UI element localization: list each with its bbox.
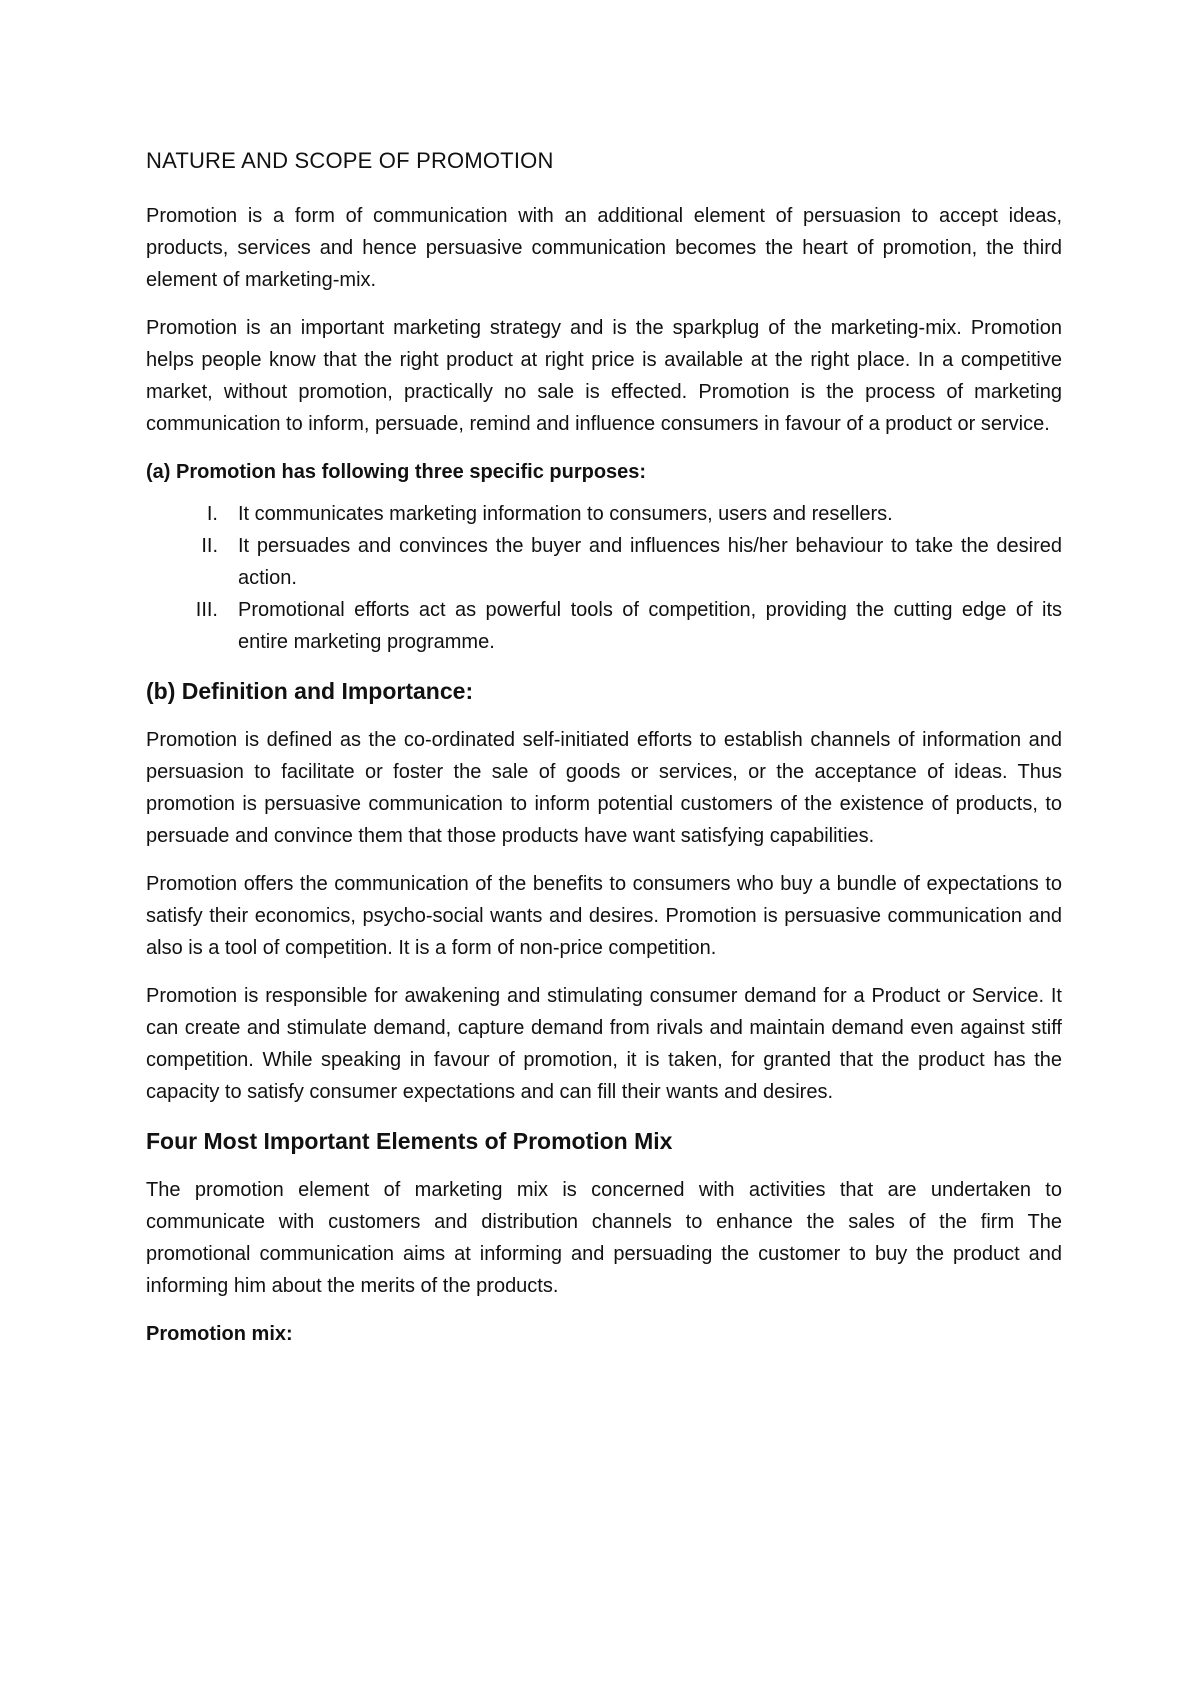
list-item <box>146 498 1062 530</box>
definition-paragraph-1: Promotion is defined as the co-ordinated self-initiated efforts to establish channels of information and persuasion to facilitate or foster the sale of goods or services, or the acceptance of ideas. Thus promotion is persuasive communication to inform potential customers of the existence of products, to persuade and convince them that those products have want satisfying capabilities. <box>146 729 1062 847</box>
list-item-number: II. <box>201 535 218 557</box>
elements-paragraph: The promotion element of marketing mix is concerned with activities that are undertaken to communicate with customers and distribution channels to enhance the sales of the firm The promotional communication aims at informing and persuading the customer to buy the product and informing him about the merits of the products. <box>146 1179 1062 1297</box>
purposes-list <box>146 498 1062 658</box>
document-title: NATURE AND SCOPE OF PROMOTION <box>146 148 554 173</box>
list-item-number: III. <box>195 599 218 621</box>
list-item <box>146 530 1062 594</box>
intro-paragraph-2: Promotion is an important marketing strategy and is the sparkplug of the marketing-mix. Promotion helps people know that the right product at right price is available at the right place. In a competitive market, without promotion, practically no sale is effected. Promotion is the process of marketing communication to inform, persuade, remind and influence consumers in favour of a product or service. <box>146 317 1062 435</box>
purposes-heading: (a) Promotion has following three specific purposes: <box>146 461 647 483</box>
list-item-number: I. <box>206 503 218 525</box>
elements-heading: Four Most Important Elements of Promotion Mix <box>146 1128 673 1154</box>
definition-paragraph-2: Promotion offers the communication of the benefits to consumers who buy a bundle of expectations to satisfy their economics, psycho-social wants and desires. Promotion is persuasive communication and also is a tool of competition. It is a form of non-price competition. <box>146 873 1062 959</box>
definition-paragraph-3: Promotion is responsible for awakening and stimulating consumer demand for a Product or Service. It can create and stimulate demand, capture demand from rivals and maintain demand even against stiff competition. While speaking in favour of promotion, it is taken, for granted that the product has the capacity to satisfy consumer expectations and can fill their wants and desires. <box>146 985 1062 1103</box>
list-item <box>146 594 1062 658</box>
promotion-mix-label: Promotion mix: <box>146 1323 293 1345</box>
document-page <box>146 146 1062 1360</box>
intro-paragraph-1: Promotion is a form of communication with an additional element of persuasion to accept ideas, products, services and hence persuasive communication becomes the heart of promotion, the third element of marketing-mix. <box>146 205 1062 291</box>
definition-heading: (b) Definition and Importance: <box>146 678 474 704</box>
list-item-text: Promotional efforts act as powerful tools of competition, providing the cutting edge of its entire marketing programme. <box>238 599 1062 653</box>
list-item-text: It communicates marketing information to consumers, users and resellers. <box>238 503 893 525</box>
list-item-text: It persuades and convinces the buyer and influences his/her behaviour to take the desired action. <box>238 535 1062 589</box>
